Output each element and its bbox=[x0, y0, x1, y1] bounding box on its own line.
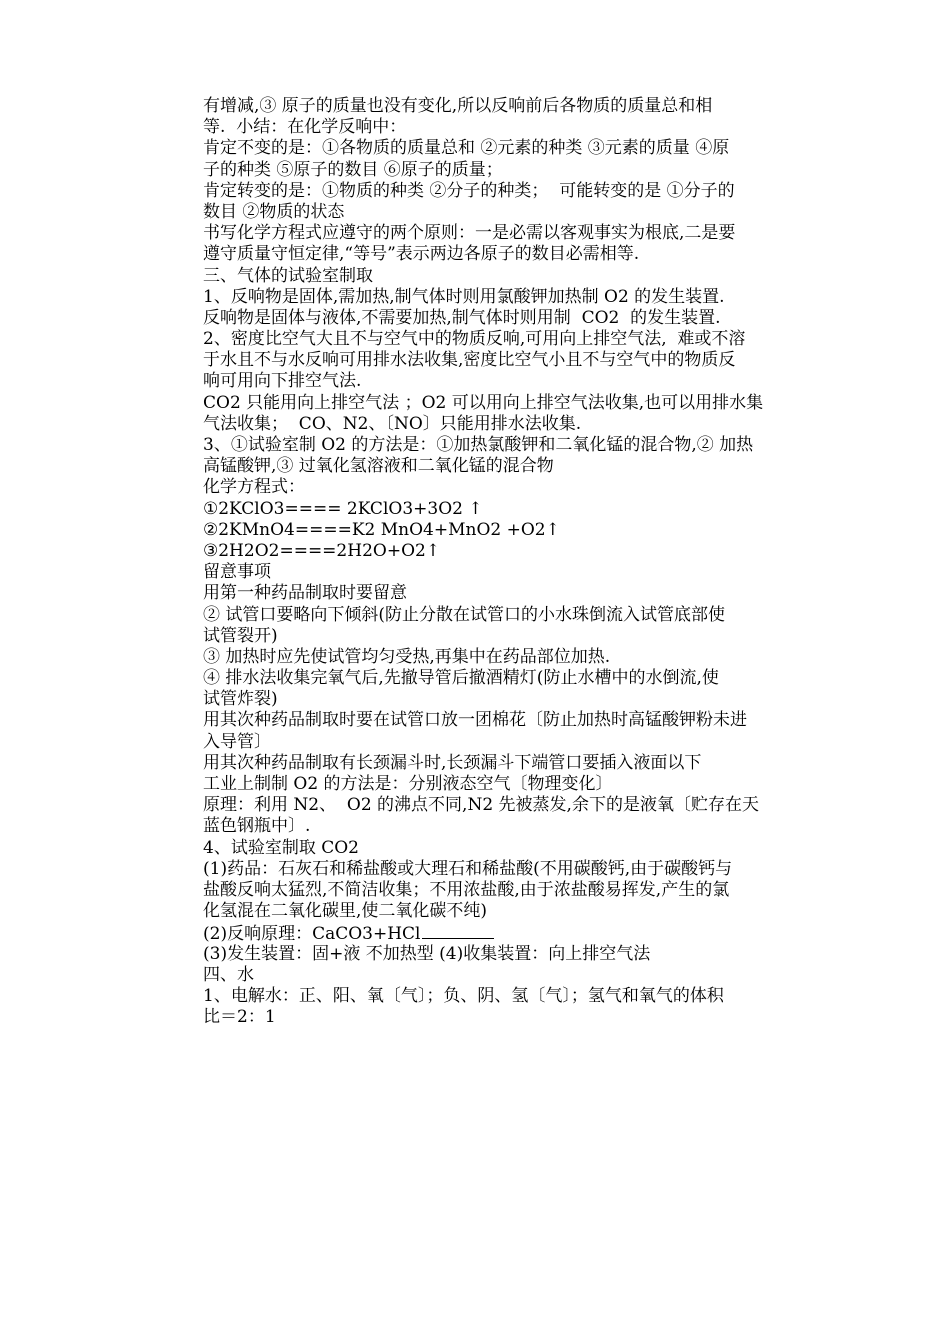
text-line: 留意事项 bbox=[203, 562, 271, 583]
reaction-principle-line bbox=[203, 922, 813, 943]
text-line: 书写化学方程式应遵守的两个原则：一是必需以客观事实为根底,二是要 bbox=[203, 223, 736, 244]
text-line: 反响物是固体与液体,不需要加热,制气体时则用制 CO2 的发生装置. bbox=[203, 307, 721, 328]
text-line: 高锰酸钾,③ 过氧化氢溶液和二氧化锰的混合物 bbox=[203, 456, 554, 477]
text-line: 试管炸裂) bbox=[203, 689, 278, 710]
reaction-principle-text: (2)反响原理：CaCO3+HCl bbox=[203, 924, 421, 945]
text-line: 原理：利用 N2、 O2 的沸点不同,N2 先被蒸发,余下的是液氧〔贮存在天 bbox=[203, 795, 759, 816]
text-line: (1)药品：石灰石和稀盐酸或大理石和稀盐酸(不用碳酸钙,由于碳酸钙与 bbox=[203, 858, 733, 879]
text-line: 用其次种药品制取时要在试管口放一团棉花〔防止加热时高锰酸钾粉未进 bbox=[203, 710, 747, 731]
text-line: 用第一种药品制取时要留意 bbox=[203, 583, 407, 604]
text-line: 用其次种药品制取有长颈漏斗时,长颈漏斗下端管口要插入液面以下 bbox=[203, 752, 702, 773]
equation-line: ③2H2O2====2H2O+O2↑ bbox=[203, 540, 441, 561]
text-line: 化氢混在二氧化碳里,使二氧化碳不纯) bbox=[203, 901, 488, 922]
text-line: 遵守质量守恒定律,“等号”表示两边各原子的数目必需相等. bbox=[203, 244, 640, 265]
equation-line: ①2KClO3==== 2KClO3+3O2 ↑ bbox=[203, 498, 483, 519]
text-line: 试管裂开) bbox=[203, 625, 278, 646]
text-line: 盐酸反响太猛烈,不简洁收集；不用浓盐酸,由于浓盐酸易挥发,产生的氯 bbox=[203, 879, 730, 900]
text-line: 响可用向下排空气法. bbox=[203, 371, 362, 392]
text-line: 4、试验室制取 CO2 bbox=[203, 837, 359, 858]
text-line: 子的种类 ⑤原子的数目 ⑥原子的质量； bbox=[203, 159, 503, 180]
text-line: CO2 只能用向上排空气法 ；O2 可以用向上排空气法收集,也可以用排水集 bbox=[203, 392, 764, 413]
text-line: 数目 ②物质的状态 bbox=[203, 201, 345, 222]
text-line: 比＝2：1 bbox=[203, 1007, 276, 1028]
text-line: 3、①试验室制 O2 的方法是：①加热氯酸钾和二氧化锰的混合物,② 加热 bbox=[203, 435, 754, 455]
text-line: 1、电解水：正、阳、氧〔气〕；负、阴、氢〔气〕；氢气和氧气的体积 bbox=[203, 985, 724, 1006]
section-heading: 四、水 bbox=[203, 964, 254, 985]
text-line: (3)发生装置：固+液 不加热型 (4)收集装置：向上排空气法 bbox=[203, 943, 651, 964]
text-line: 等. 小结：在化学反响中： bbox=[203, 117, 407, 138]
text-line: 蓝色钢瓶中〕. bbox=[203, 816, 311, 837]
section-heading: 三、气体的试验室制取 bbox=[203, 265, 373, 286]
text-line: 1、反响物是固体,需加热,制气体时则用氯酸钾加热制 O2 的发生装置. bbox=[203, 286, 725, 307]
text-line: 入导管〕 bbox=[203, 731, 271, 752]
text-line: 气法收集； CO、N2、〔NO〕只能用排水法收集. bbox=[203, 413, 582, 434]
document-page bbox=[203, 96, 813, 1028]
text-line: ④ 排水法收集完氧气后,先撤导管后撤酒精灯(防止水槽中的水倒流,使 bbox=[203, 668, 719, 689]
equation-line: ②2KMnO4====K2 MnO4+MnO2 +O2↑ bbox=[203, 519, 560, 540]
text-line: 工业上制制 O2 的方法是：分别液态空气〔物理变化〕 bbox=[203, 774, 613, 794]
text-line: 于水且不与水反响可用排水法收集,密度比空气小且不与空气中的物质反 bbox=[203, 350, 736, 371]
text-line: 2、密度比空气大且不与空气中的物质反响,可用向上排空气法, 难或不溶 bbox=[203, 329, 746, 350]
text-line: 肯定转变的是：①物质的种类 ②分子的种类； 可能转变的是 ①分子的 bbox=[203, 180, 735, 201]
text-line: 有增减,③ 原子的质量也没有变化,所以反响前后各物质的质量总和相 bbox=[203, 96, 713, 116]
text-line: ② 试管口要略向下倾斜(防止分散在试管口的小水珠倒流入试管底部使 bbox=[203, 604, 726, 625]
text-line: ③ 加热时应先使试管均匀受热,再集中在药品部位加热. bbox=[203, 646, 611, 667]
text-line: 肯定不变的是：①各物质的质量总和 ②元素的种类 ③元素的质量 ④原 bbox=[203, 138, 730, 159]
text-line: 化学方程式： bbox=[203, 477, 305, 498]
fill-in-blank bbox=[422, 922, 494, 939]
